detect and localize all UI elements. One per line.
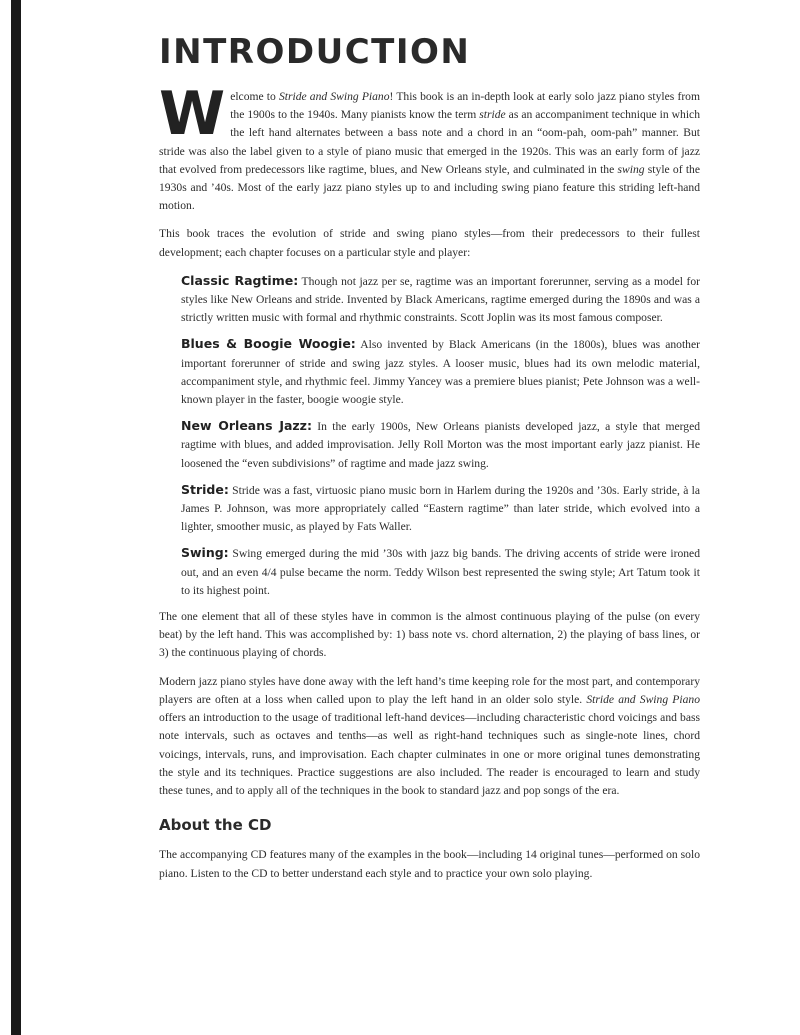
book-title: Stride and Swing Piano xyxy=(278,90,390,103)
cd-section-heading: About the CD xyxy=(159,816,272,835)
drop-cap: W xyxy=(159,79,226,149)
body-text xyxy=(159,79,701,893)
style-item-blues-boogie-woogie: Blues & Boogie Woogie: Also invented by Black Americans (in the 1800s), blues was another important forerunner of stride and swing jazz styles. A looser music, blues had its own melodic material, accompaniment style, and rhythmic feel. Jimmy Yancey was a premiere blues pianist; Pete Johnson was a well-known player in the faster, boogie woogie style. xyxy=(181,336,700,407)
book-title: Stride and Swing Piano xyxy=(586,692,700,706)
style-item-swing: Swing: Swing emerged during the mid ’30s with jazz big bands. The driving accents of stride were ironed out, and an even 4/4 pulse became the norm. Teddy Wilson best represented the swing style; Art Tatum took it to its highest point. xyxy=(181,545,700,597)
book-spine-edge xyxy=(11,0,21,1035)
style-item-new-orleans-jazz: New Orleans Jazz: In the early 1900s, New Orleans pianists developed jazz, a style that merged ragtime with blues, and added improvisation. Jelly Roll Morton was the most important early jazz pianist. He loosened the “even subdivisions” of ragtime and made jazz swing. xyxy=(181,418,701,470)
cd-paragraph: The accompanying CD features many of the examples in the book—including 14 original tunes—performed on solo piano. Listen to the CD to better understand each style and to practice your own solo playing. xyxy=(159,848,700,880)
intro-paragraph: Welcome to Stride and Swing Piano! This book is an in-depth look at early solo jazz piano styles from the 1900s to the 1940s. Many pianists know the term stride as an accompaniment technique in which the left hand alternates between a bass note and a chord in an “oom-pah, oom-pah” manner. But stride was also the label given to a style of piano music that emerged in the 1920s. This was an early form of jazz that evolved from predecessors like ragtime, blues, and New Orleans style, and culminated in the swing style of the 1930s and ’40s. Most of the early jazz piano styles up to and including swing piano feature this striding left-hand motion. xyxy=(159,79,700,213)
traces-paragraph: This book traces the evolution of stride and swing piano styles—from their predecessors to their fullest development; each chapter focuses on a particular style and player: xyxy=(159,227,700,259)
style-term: Swing: xyxy=(181,545,229,561)
style-item-classic-ragtime: Classic Ragtime: Though not jazz per se, ragtime was an important forerunner, serving as a model for styles like New Orleans and stride. Invented by Black Americans, ragtime emerged during the 1890s and was a strictly written music with formal and rhythmic constraints. Scott Joplin was its most famous composer. xyxy=(181,272,700,325)
style-term: Stride: xyxy=(181,481,229,497)
common-paragraph: The one element that all of these styles have in common is the almost continuous playing of the pulse (on every beat) by the left hand. This was accomplished by: 1) bass note vs. chord alternation, 2) the playing of bass lines, or 3) the continuous playing of chords. xyxy=(159,610,700,660)
modern-paragraph: Modern jazz piano styles have done away with the left hand’s time keeping role for the most part, and contemporary players are often at a loss when called upon to play the left hand in an older solo style. Stride and Swing Piano offers an introduction to the usage of traditional left-hand devices—including characteristic chord voicings and bass note intervals, such as octaves and tenths—as well as right-hand techniques such as single-note lines, chord voicings, intervals, runs, and improvisation. Each chapter culminates in one or more original tunes demonstrating the style and its techniques. Practice suggestions are also included. The reader is encouraged to learn and study these tunes, and to apply all of the techniques in the book to standard jazz and pop songs of the era. xyxy=(159,674,700,797)
style-item-stride: Stride: Stride was a fast, virtuosic piano music born in Harlem during the 1920s and ’30s. Early stride, à la James P. Johnson, was more appropriately called “Eastern ragtime” than later stride, which evolved into a lighter, smoother music, as played by Fats Waller. xyxy=(181,481,700,534)
style-term: Classic Ragtime: xyxy=(181,272,299,288)
style-list xyxy=(159,272,700,600)
style-term: New Orleans Jazz: xyxy=(181,418,312,434)
page-title: INTRODUCTION xyxy=(159,32,471,72)
style-term: Blues & Boogie Woogie: xyxy=(181,336,356,352)
